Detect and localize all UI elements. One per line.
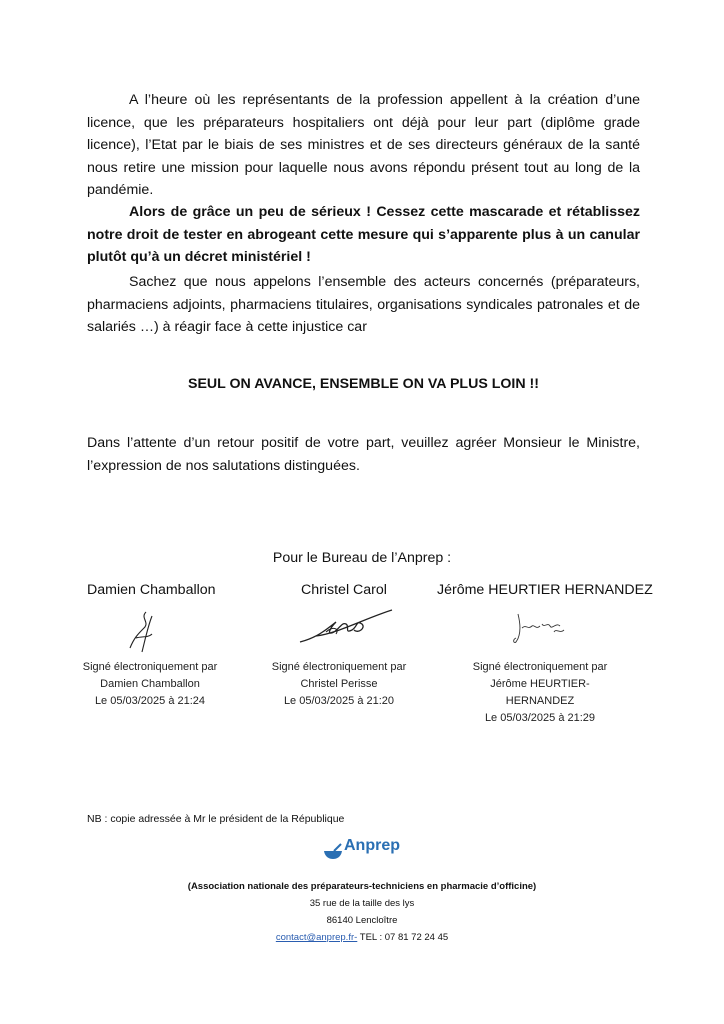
signed-name-3: Jérôme HEURTIER-HERNANDEZ bbox=[490, 678, 590, 707]
signed-block-2 bbox=[264, 659, 414, 710]
signed-date-2: Le 05/03/2025 à 21:20 bbox=[283, 695, 395, 707]
signed-date-1: Le 05/03/2025 à 21:24 bbox=[94, 695, 206, 707]
footer bbox=[0, 878, 724, 946]
signed-label-2: Signé électroniquement par bbox=[271, 661, 407, 673]
paragraph-1: A l’heure où les représentants de la profession appellent à la création d’une licence, que les préparateurs hospitaliers ont déjà pour leur part (diplôme grade licence), l’Etat par le biais de ses ministres et de ses directeurs généraux de la santé nous retire une mission pour laquelle nous avons répondu présent tout au long de la pandémie. bbox=[87, 92, 640, 199]
signed-name-2: Christel Perisse bbox=[300, 678, 378, 690]
slogan: SEUL ON AVANCE, ENSEMBLE ON VA PLUS LOIN !! bbox=[187, 376, 540, 392]
signed-date-3: Le 05/03/2025 à 21:29 bbox=[484, 712, 596, 724]
nb-note: NB : copie adressée à Mr le président de la République bbox=[87, 813, 345, 825]
signed-block-1 bbox=[80, 659, 220, 710]
signed-block-3 bbox=[458, 659, 622, 727]
signatory-name-2: Christel Carol bbox=[301, 582, 387, 598]
footer-contact bbox=[0, 929, 724, 946]
signed-name-1: Damien Chamballon bbox=[100, 678, 200, 690]
footer-phone: TEL : 07 81 72 24 45 bbox=[359, 932, 449, 943]
signatory-name-1: Damien Chamballon bbox=[87, 582, 216, 598]
signature-1-image bbox=[122, 608, 166, 658]
closing-paragraph: Dans l’attente d’un retour positif de votre part, veuillez agréer Monsieur le Ministre, l’expression de nos salutations distinguées. bbox=[87, 435, 640, 474]
signatory-name-3: Jérôme HEURTIER HERNANDEZ bbox=[437, 582, 653, 598]
contact-email-link[interactable]: contact@anprep.fr- bbox=[275, 932, 358, 943]
anprep-logo bbox=[322, 837, 402, 867]
signed-label-3: Signé électroniquement par bbox=[472, 661, 608, 673]
signature-2-image bbox=[296, 608, 396, 650]
signed-label-1: Signé électroniquement par bbox=[82, 661, 218, 673]
signature-3-image bbox=[510, 608, 566, 648]
footer-address-2: 86140 Lencloître bbox=[326, 915, 398, 926]
pour-le-bureau: Pour le Bureau de l’Anprep : bbox=[272, 550, 452, 566]
logo-text: Anprep bbox=[344, 837, 400, 854]
paragraph-3: Sachez que nous appelons l’ensemble des acteurs concernés (préparateurs, pharmaciens adjoints, pharmaciens titulaires, organisations syndicales patronales et de salariés …) à réagir face à cette injustice car bbox=[87, 274, 640, 336]
footer-organization: (Association nationale des préparateurs-techniciens en pharmacie d’officine) bbox=[187, 881, 537, 892]
footer-address-1: 35 rue de la taille des lys bbox=[309, 898, 415, 909]
mortar-pestle-icon bbox=[322, 843, 344, 861]
paragraph-2-bold: Alors de grâce un peu de sérieux ! Cessez cette mascarade et rétablissez notre droit de tester en abrogeant cette mesure qui s’apparente plus à un canular plutôt qu’à un décret ministériel ! bbox=[87, 204, 640, 266]
